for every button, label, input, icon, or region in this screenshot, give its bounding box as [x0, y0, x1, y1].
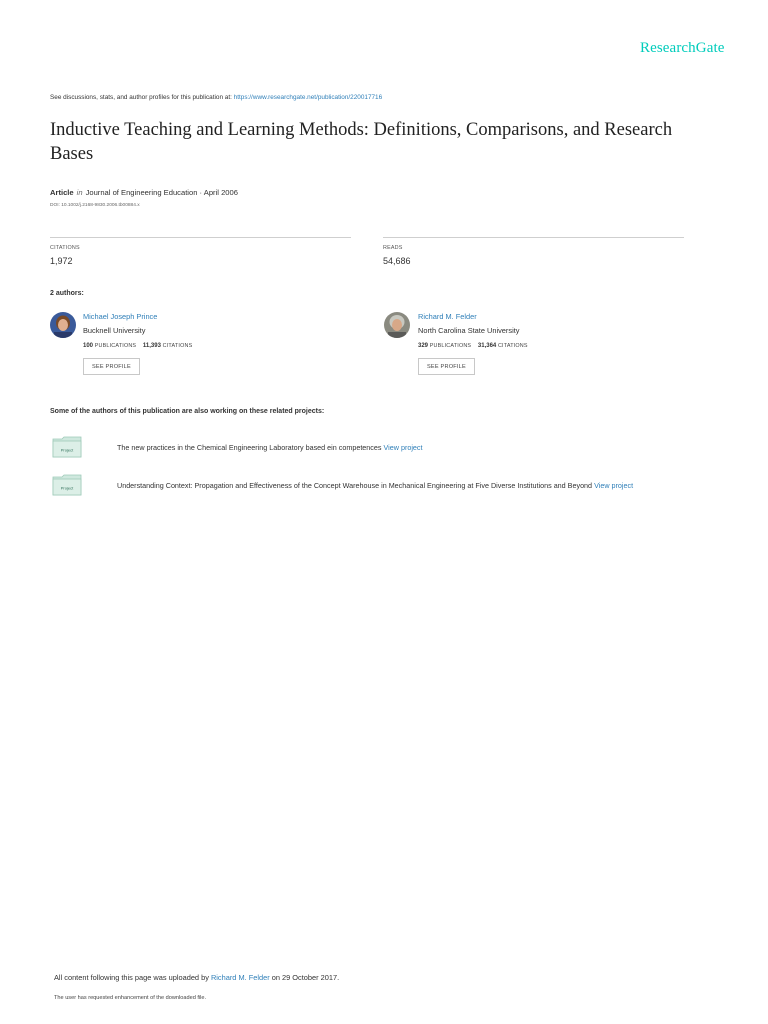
upload-suffix: on 29 October 2017. [269, 973, 340, 982]
upload-line [54, 973, 339, 982]
author-institution: North Carolina State University [418, 326, 520, 335]
reads-divider [383, 237, 684, 238]
author-name-link[interactable]: Michael Joseph Prince [83, 312, 158, 321]
project-title: Understanding Context: Propagation and Effectiveness of the Concept Warehouse in Mechanical Engineering at Five Diverse Institutions and Beyond [117, 481, 595, 490]
discussion-text: See discussions, stats, and author profiles for this publication at: [50, 94, 234, 101]
project-folder-icon[interactable] [52, 474, 82, 496]
reads-value: 54,686 [383, 256, 411, 266]
related-projects-heading: Some of the authors of this publication are also working on these related projects: [50, 408, 325, 415]
publications-label: PUBLICATIONS [429, 343, 472, 349]
article-doi: DOI: 10.1002/j.2168-9830.2006.tb00884.x [50, 203, 140, 208]
view-project-link[interactable]: View project [594, 481, 634, 490]
project-folder-label: Project [60, 447, 74, 453]
venue-date: Journal of Engineering Education · April 2006 [85, 188, 238, 197]
see-profile-button[interactable]: SEE PROFILE [83, 358, 140, 375]
author-institution: Bucknell University [83, 326, 146, 335]
reads-label: READS [383, 245, 403, 251]
in-word: in [76, 188, 83, 197]
upload-prefix: All content following this page was uploaded by [54, 973, 211, 982]
citations-value: 1,972 [50, 256, 73, 266]
project-folder-icon[interactable] [52, 436, 82, 458]
author-citations-count: 11,393 [142, 343, 161, 349]
discussion-line [50, 94, 382, 101]
article-type: Article [50, 188, 74, 197]
project-item [117, 443, 423, 452]
publication-url-link[interactable]: https://www.researchgate.net/publication/220017716 [233, 94, 383, 101]
citations-divider [50, 237, 351, 238]
project-item [117, 481, 633, 490]
publications-label: PUBLICATIONS [94, 343, 137, 349]
author-citations-label: CITATIONS [497, 343, 528, 349]
author-citations-count: 31,364 [477, 343, 497, 349]
uploader-link[interactable]: Richard M. Felder [210, 973, 270, 982]
author-stats [83, 343, 192, 349]
publications-count: 100 [83, 343, 94, 349]
project-title: The new practices in the Chemical Engineering Laboratory based ein competences [117, 443, 384, 452]
view-project-link[interactable]: View project [383, 443, 423, 452]
author-citations-label: CITATIONS [162, 343, 193, 349]
publications-count: 329 [418, 343, 429, 349]
authors-heading: 2 authors: [50, 290, 84, 297]
see-profile-button[interactable]: SEE PROFILE [418, 358, 475, 375]
author-name-link[interactable]: Richard M. Felder [418, 312, 477, 321]
enhancement-note: The user has requested enhancement of the downloaded file. [54, 995, 207, 1001]
article-meta [50, 188, 238, 197]
researchgate-logo[interactable]: ResearchGate [640, 40, 725, 56]
author-avatar-felder[interactable] [384, 312, 410, 338]
project-folder-label: Project [60, 485, 74, 491]
article-title: Inductive Teaching and Learning Methods: Definitions, Comparisons, and Research Bases [50, 120, 673, 164]
author-stats [418, 343, 528, 349]
author-avatar-prince[interactable] [50, 312, 76, 338]
citations-label: CITATIONS [50, 245, 80, 251]
